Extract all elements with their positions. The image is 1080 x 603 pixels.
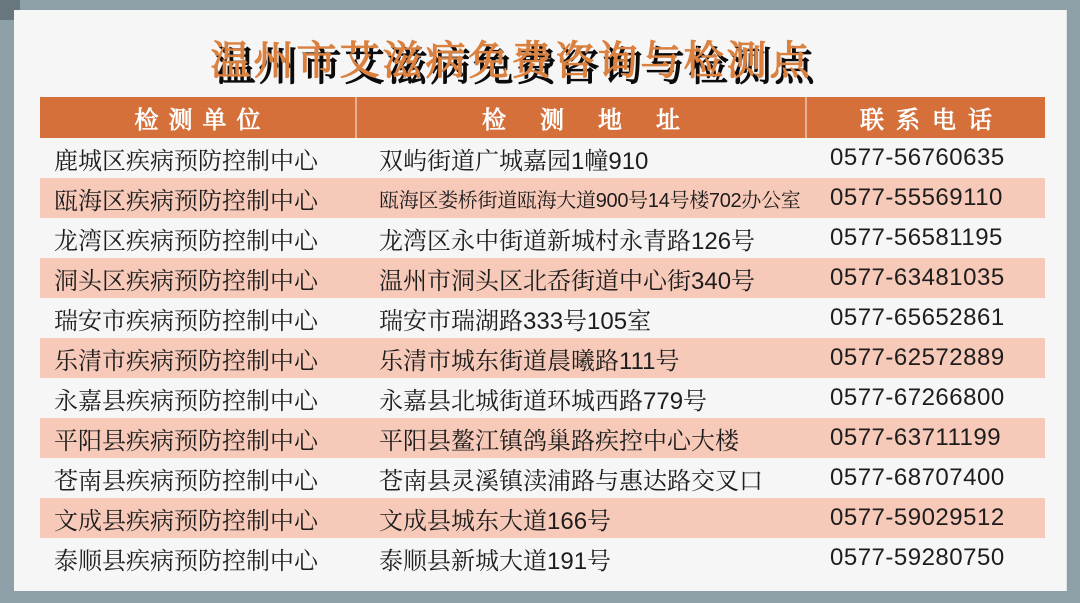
cell-address: 双屿街道广城嘉园1幢910 bbox=[379, 147, 649, 175]
cell-phone: 0577-59280750 bbox=[830, 544, 1005, 571]
cell-address: 龙湾区永中街道新城村永青路126号 bbox=[379, 227, 756, 255]
cell-address: 苍南县灵溪镇渎浦路与惠达路交叉口 bbox=[379, 467, 763, 495]
cell-unit: 平阳县疾病预防控制中心 bbox=[54, 427, 318, 455]
cell-phone: 0577-62572889 bbox=[830, 344, 1005, 371]
cell-unit: 泰顺县疾病预防控制中心 bbox=[54, 547, 318, 575]
table-body bbox=[40, 138, 1045, 578]
cell-phone: 0577-59029512 bbox=[830, 504, 1005, 531]
cell-phone: 0577-63711199 bbox=[830, 424, 1002, 451]
table-row bbox=[40, 258, 1045, 298]
table-row bbox=[40, 378, 1045, 418]
cell-phone: 0577-65652861 bbox=[830, 304, 1005, 331]
table-row bbox=[40, 498, 1045, 538]
cell-address: 文成县城东大道166号 bbox=[379, 507, 612, 535]
cell-phone: 0577-67266800 bbox=[830, 384, 1005, 411]
cell-unit: 龙湾区疾病预防控制中心 bbox=[54, 227, 318, 255]
cell-address: 平阳县鳌江镇鸽巢路疾控中心大楼 bbox=[379, 427, 739, 455]
cell-address: 温州市洞头区北岙街道中心街340号 bbox=[379, 267, 756, 295]
content-card bbox=[14, 10, 1067, 591]
table-row bbox=[40, 178, 1045, 218]
cell-address: 瑞安市瑞湖路333号105室 bbox=[379, 307, 652, 335]
table-row bbox=[40, 418, 1045, 458]
cell-unit: 洞头区疾病预防控制中心 bbox=[54, 267, 318, 295]
header-cell-unit: 检测单位 bbox=[40, 97, 356, 138]
cell-unit: 瓯海区疾病预防控制中心 bbox=[54, 187, 318, 215]
cell-address: 乐清市城东街道晨曦路111号 bbox=[379, 347, 680, 375]
table-row bbox=[40, 538, 1045, 578]
cell-unit: 鹿城区疾病预防控制中心 bbox=[54, 147, 318, 175]
table-row bbox=[40, 458, 1045, 498]
cell-unit: 永嘉县疾病预防控制中心 bbox=[54, 387, 318, 415]
table-row bbox=[40, 218, 1045, 258]
cell-phone: 0577-68707400 bbox=[830, 464, 1005, 491]
cell-phone: 0577-56581195 bbox=[830, 224, 1003, 251]
table-header-row bbox=[40, 97, 1045, 138]
page-title: 温州市艾滋病免费咨询与检测点 bbox=[210, 39, 813, 83]
cell-address: 泰顺县新城大道191号 bbox=[379, 547, 612, 575]
cell-phone: 0577-55569110 bbox=[830, 184, 1003, 211]
table-row bbox=[40, 338, 1045, 378]
table-row bbox=[40, 298, 1045, 338]
cell-unit: 文成县疾病预防控制中心 bbox=[54, 507, 318, 535]
cell-address: 瓯海区娄桥街道瓯海大道900号14号楼702办公室 bbox=[379, 189, 801, 212]
cell-address: 永嘉县北城街道环城西路779号 bbox=[379, 387, 708, 415]
testing-sites-table bbox=[40, 97, 1045, 578]
cell-unit: 瑞安市疾病预防控制中心 bbox=[54, 307, 318, 335]
cell-unit: 乐清市疾病预防控制中心 bbox=[54, 347, 318, 375]
cell-unit: 苍南县疾病预防控制中心 bbox=[54, 467, 318, 495]
table-row bbox=[40, 138, 1045, 178]
cell-phone: 0577-63481035 bbox=[830, 264, 1005, 291]
cell-phone: 0577-56760635 bbox=[830, 144, 1005, 171]
header-cell-address: 检测地址 bbox=[356, 97, 806, 138]
header-cell-phone: 联系电话 bbox=[806, 97, 1045, 138]
